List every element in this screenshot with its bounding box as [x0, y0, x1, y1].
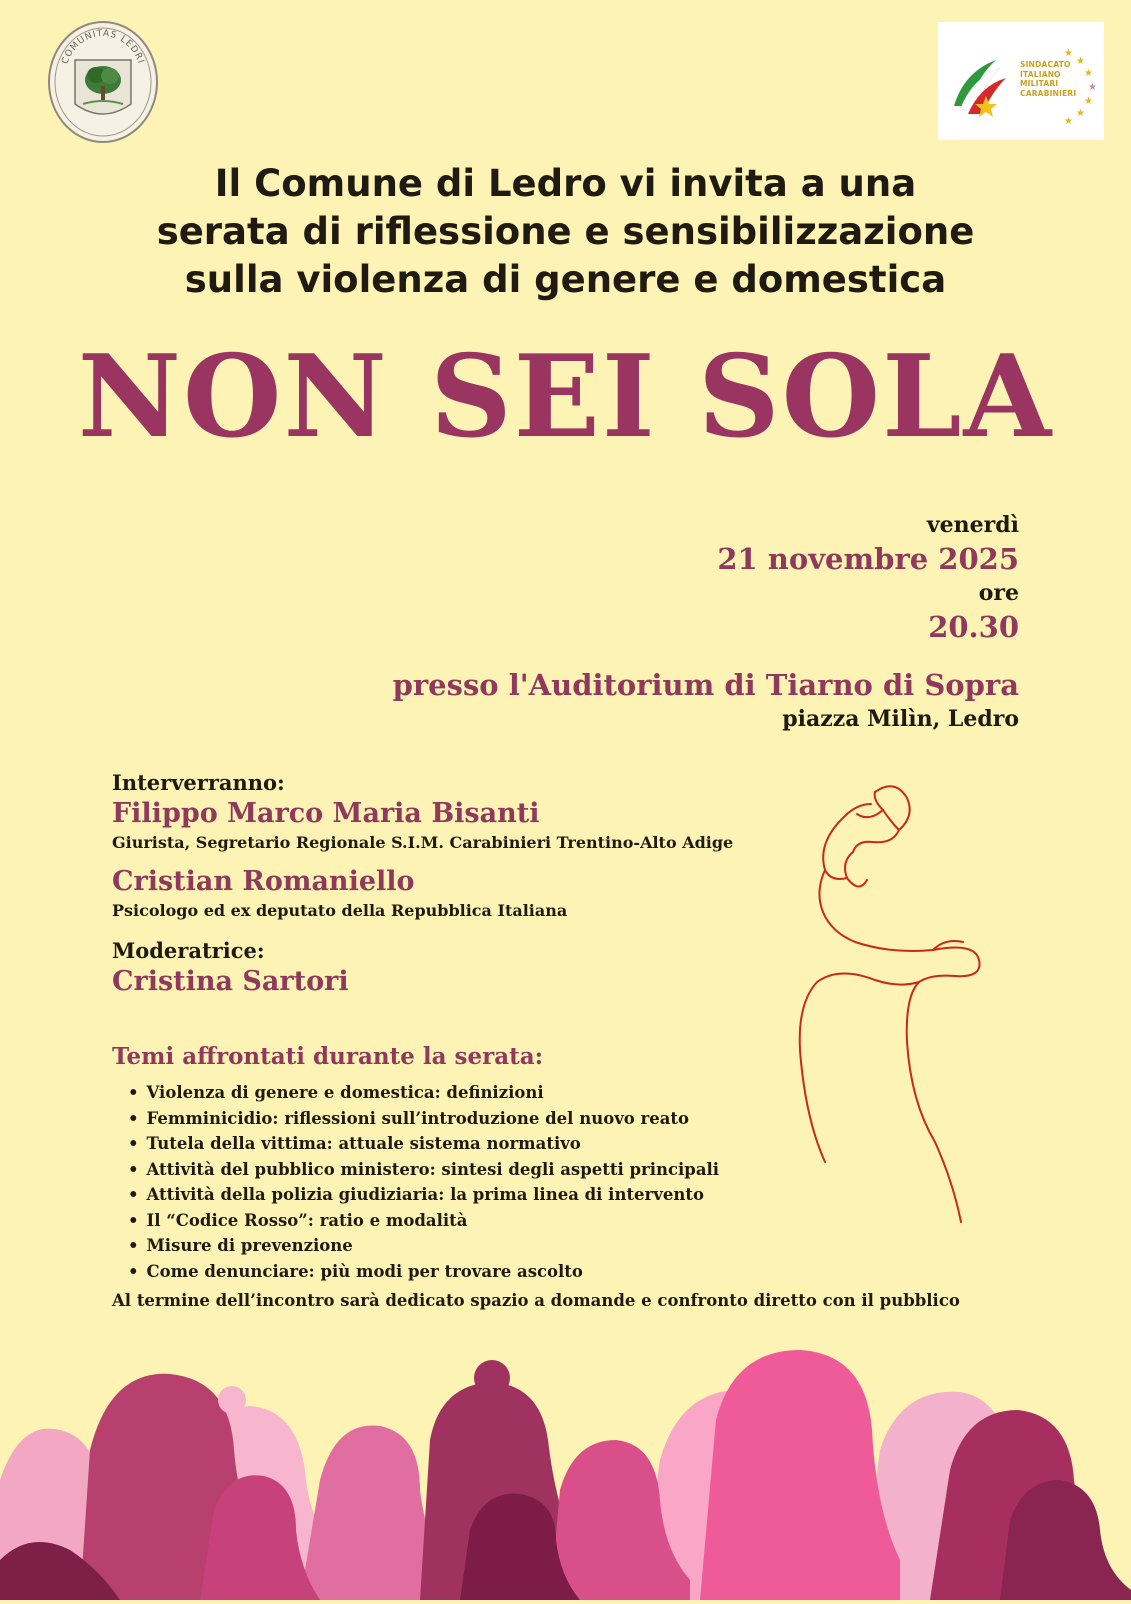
speaker-role: Giurista, Segretario Regionale S.I.M. Carabinieri Trentino-Alto Adige [112, 833, 734, 852]
svg-text:★: ★ [1084, 96, 1093, 107]
event-address: piazza Milìn, Ledro [782, 706, 1019, 732]
svg-text:★: ★ [1064, 116, 1073, 127]
topic-item: • Misure di prevenzione [128, 1233, 719, 1259]
municipal-crest-logo [47, 20, 159, 144]
topics-list [128, 1080, 719, 1284]
closing-note: Al termine dell’incontro sarà dedicato spazio a domande e confronto diretto con il pubblico [112, 1291, 960, 1310]
moderator-label: Moderatrice: [112, 938, 265, 963]
invitation-heading [0, 160, 1131, 304]
topic-item: • Attività del pubblico ministero: sintesi degli aspetti principali [128, 1157, 719, 1183]
svg-text:★: ★ [1064, 48, 1073, 59]
moderator-name: Cristina Sartori [112, 966, 349, 997]
topic-item: • Il “Codice Rosso”: ratio e modalità [128, 1208, 719, 1234]
topics-title: Temi affrontati durante la serata: [112, 1043, 544, 1070]
topic-item: • Come denunciare: più modi per trovare ascolto [128, 1259, 719, 1285]
svg-text:★: ★ [1084, 68, 1093, 79]
event-time: 20.30 [928, 610, 1019, 644]
women-silhouettes-illustration [0, 1330, 1131, 1600]
event-details [319, 510, 1019, 734]
topic-item: • Femminicidio: riflessioni sull’introduzione del nuovo reato [128, 1106, 719, 1132]
union-logo [938, 22, 1104, 140]
event-date: 21 novembre 2025 [717, 542, 1019, 576]
topic-item: • Tutela della vittima: attuale sistema normativo [128, 1131, 719, 1157]
svg-text:★: ★ [1076, 108, 1085, 119]
woman-line-art-illustration [795, 782, 1025, 1242]
event-venue: presso l'Auditorium di Tiarno di Sopra [392, 668, 1019, 702]
invitation-line: Il Comune di Ledro vi invita a una [214, 162, 917, 205]
event-time-label: ore [978, 580, 1019, 606]
topic-item: • Violenza di genere e domestica: definizioni [128, 1080, 719, 1106]
event-title: NON SEI SOLA [77, 330, 1054, 463]
svg-text:★: ★ [1076, 56, 1085, 67]
event-day: venerdì [926, 512, 1019, 538]
svg-text:★: ★ [1088, 82, 1097, 93]
union-logo-text: SINDACATO ITALIANO MILITARI CARABINIERI [1020, 60, 1077, 98]
speaker-name: Filippo Marco Maria Bisanti [112, 798, 540, 829]
speaker-name: Cristian Romaniello [112, 866, 415, 897]
crest-motto: COMUNITAS LEDRI [60, 28, 146, 66]
speaker-role: Psicologo ed ex deputato della Repubblica Italiana [112, 901, 568, 920]
speakers-section [112, 770, 832, 1000]
invitation-line: sulla violenza di genere e domestica [184, 258, 947, 301]
invitation-line: serata di riflessione e sensibilizzazione [156, 210, 975, 253]
topic-item: • Attività della polizia giudiziaria: la prima linea di intervento [128, 1182, 719, 1208]
speakers-label: Interverranno: [112, 770, 285, 795]
